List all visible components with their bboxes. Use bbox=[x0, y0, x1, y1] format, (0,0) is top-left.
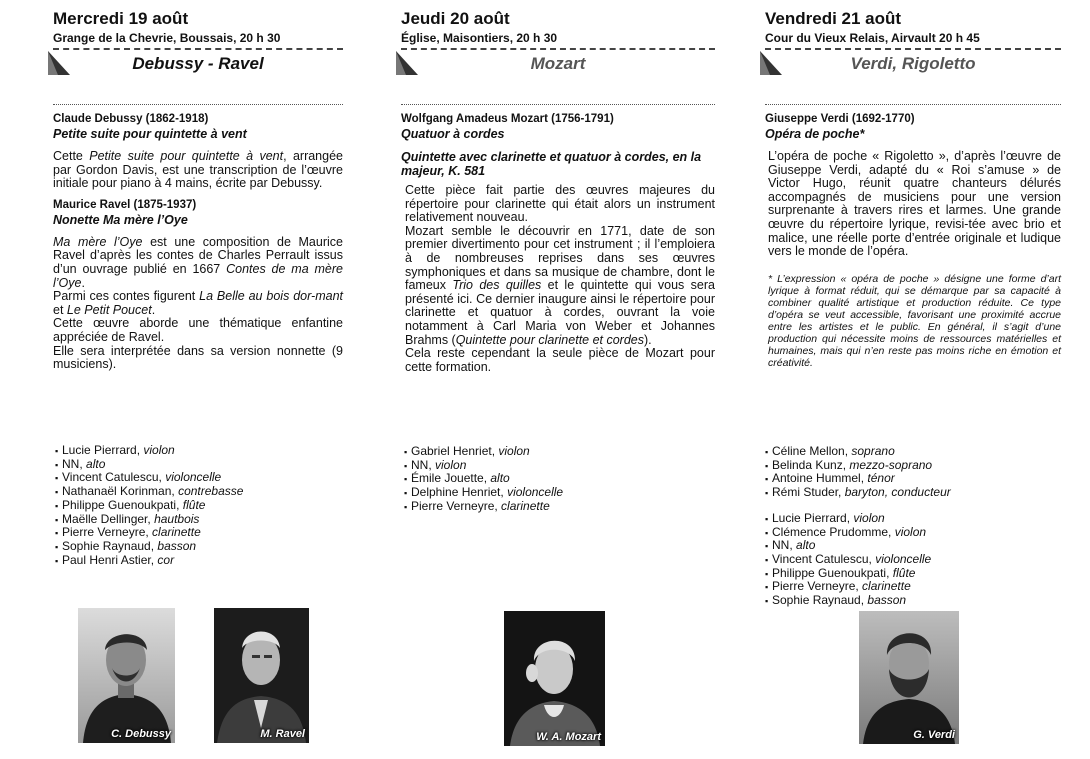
program-title: Mozart bbox=[530, 54, 586, 73]
portrait-mozart bbox=[504, 611, 605, 746]
program-banner bbox=[401, 50, 715, 78]
performer-item: ▪ NN, alto bbox=[765, 539, 1055, 553]
performer-item: ▪ Clémence Prudomme, violon bbox=[765, 526, 1055, 540]
performer-list-musicians bbox=[765, 512, 1055, 608]
performer-item: ▪ Antoine Hummel, ténor bbox=[765, 472, 1055, 486]
description-paragraph: Cette œuvre aborde une thématique enfantine appréciée de Ravel. bbox=[53, 316, 343, 344]
performer-item: ▪ Gabriel Henriet, violon bbox=[404, 445, 684, 459]
work-subtitle: Quintette avec clarinette et quatuor à cordes, en la majeur, K. 581 bbox=[401, 150, 702, 178]
portrait-caption: C. Debussy bbox=[111, 728, 171, 740]
program-title: Verdi, Rigoletto bbox=[850, 54, 976, 73]
program-section bbox=[53, 113, 343, 191]
composer-name: Wolfgang Amadeus Mozart (1756-1791) bbox=[401, 113, 614, 125]
program-section bbox=[53, 199, 343, 372]
program-title: Debussy - Ravel bbox=[132, 54, 264, 73]
description-paragraph: Elle sera interprétée dans sa version nonnette (9 musiciens). bbox=[53, 343, 343, 372]
portrait-photo bbox=[78, 608, 175, 743]
performer-item: ▪ Maëlle Dellinger, hautbois bbox=[55, 513, 315, 527]
program-section bbox=[765, 113, 1061, 259]
portrait-caption: W. A. Mozart bbox=[536, 731, 601, 743]
performer-item: ▪ Sophie Raynaud, basson bbox=[55, 540, 315, 554]
concert-column-3 bbox=[765, 8, 1061, 369]
concert-column-2 bbox=[401, 8, 715, 374]
description-paragraph: Mozart semble le découvrir en 1771, date de son premier divertimento pour cet instrument ; il l’emploiera à de nombreuses reprises dans ses œuvres symphoniques et dans sa musique de chambre, dont le fameux Trio des quilles et le quintette qui vous sera présenté ici. Ce dernier inaugure ainsi le répertoire pour clarinette et quatuor à cordes, ouvrant la voie notamment à Carl Maria von Weber et Johannes Brahms (Quintette pour clarinette et cordes). bbox=[405, 223, 715, 347]
performer-item: ▪ Vincent Catulescu, violoncelle bbox=[765, 553, 1055, 567]
section-divider bbox=[765, 104, 1061, 105]
work-description bbox=[53, 236, 343, 372]
performer-item: ▪ Vincent Catulescu, violoncelle bbox=[55, 471, 315, 485]
work-description bbox=[53, 150, 343, 191]
performer-item: ▪ Pierre Verneyre, clarinette bbox=[55, 526, 315, 540]
section-divider bbox=[53, 104, 343, 105]
performer-item: ▪ Delphine Henriet, violoncelle bbox=[404, 486, 684, 500]
performer-item: ▪ Belinda Kunz, mezzo-soprano bbox=[765, 459, 1055, 473]
portrait-verdi bbox=[859, 611, 959, 744]
program-section bbox=[401, 113, 715, 374]
concert-venue: Cour du Vieux Relais, Airvault 20 h 45 bbox=[765, 31, 980, 45]
description-paragraph: Cette pièce fait partie des œuvres majeures du répertoire pour clarinette qui était alors un instrument relativement nouveau. bbox=[405, 183, 715, 225]
work-description bbox=[401, 184, 715, 374]
work-title: Petite suite pour quintette à vent bbox=[53, 127, 247, 141]
performer-list-singers bbox=[765, 445, 1055, 500]
portrait-photo bbox=[859, 611, 959, 744]
performer-item: ▪ Philippe Guenoukpati, flûte bbox=[55, 499, 315, 513]
concert-venue: Grange de la Chevrie, Boussais, 20 h 30 bbox=[53, 31, 281, 45]
performer-list bbox=[404, 445, 684, 514]
program-banner bbox=[765, 50, 1061, 78]
performer-item: ▪ Lucie Pierrard, violon bbox=[55, 444, 315, 458]
portrait-photo bbox=[214, 608, 309, 743]
description-paragraph: Cela reste cependant la seule pièce de Mozart pour cette formation. bbox=[405, 346, 715, 374]
description-paragraph: L’opéra de poche « Rigoletto », d’après l’œuvre de Giuseppe Verdi, adapté du « Roi s’amuse » de Victor Hugo, réunit quatre chanteurs délurés accompagnés de musiciens pour une version surprenante à travers rires et larmes. Une grande œuvre du répertoire lyrique, revisi-tée avec brio et malice, une réelle porte d’entrée originale et ludique vers le monde de l’opéra. bbox=[768, 149, 1061, 259]
performer-item: ▪ Pierre Verneyre, clarinette bbox=[765, 580, 1055, 594]
description-paragraph: Cette Petite suite pour quintette à vent, arrangée par Gordon Davis, est une transcription de l’œuvre initiale pour piano à 4 mains, écrite par Debussy. bbox=[53, 149, 343, 191]
composer-name: Claude Debussy (1862-1918) bbox=[53, 113, 209, 125]
footnote: * L’expression « opéra de poche » désigne une forme d’art lyrique à format réduit, qui se démarque par sa capacité à combiner qualité artistique et production réduite. Ce type d’opéra se veut accessible, favorisant une proximité accrue entre les artistes et le public. En général, il s’agit d’une production qui nécessite moins de ressources matérielles et humaines, mais qui n’en reste pas moins riche en émotion et créativité. bbox=[768, 272, 1061, 369]
performer-list bbox=[55, 444, 315, 567]
work-title: Nonette Ma mère l’Oye bbox=[53, 212, 188, 227]
concert-date: Vendredi 21 août bbox=[765, 9, 902, 28]
section-divider bbox=[401, 104, 715, 105]
portrait-caption: G. Verdi bbox=[913, 729, 955, 741]
work-title: Opéra de poche* bbox=[765, 127, 865, 141]
program-banner bbox=[53, 50, 343, 78]
work-title: Quatuor à cordes bbox=[401, 127, 505, 141]
description-paragraph: Parmi ces contes figurent La Belle au bois dor-mant et Le Petit Poucet. bbox=[53, 289, 343, 317]
performer-item: ▪ NN, violon bbox=[404, 459, 684, 473]
composer-name: Maurice Ravel (1875-1937) bbox=[53, 198, 197, 211]
concert-venue: Église, Maisontiers, 20 h 30 bbox=[401, 31, 558, 45]
performer-item: ▪ Pierre Verneyre, clarinette bbox=[404, 500, 684, 514]
performer-lists bbox=[765, 445, 1055, 608]
performer-item: ▪ Paul Henri Astier, cor bbox=[55, 554, 315, 568]
performer-item: ▪ Émile Jouette, alto bbox=[404, 472, 684, 486]
performer-item: ▪ Lucie Pierrard, violon bbox=[765, 512, 1055, 526]
performer-item: ▪ Philippe Guenoukpati, flûte bbox=[765, 567, 1055, 581]
performer-item: ▪ Rémi Studer, baryton, conducteur bbox=[765, 486, 1055, 500]
composer-name: Giuseppe Verdi (1692-1770) bbox=[765, 113, 915, 125]
portrait-debussy bbox=[78, 608, 175, 743]
portrait-photo bbox=[504, 611, 605, 746]
concert-column-1 bbox=[53, 8, 343, 372]
concert-date: Mercredi 19 août bbox=[53, 9, 189, 28]
performer-item: ▪ Sophie Raynaud, basson bbox=[765, 594, 1055, 608]
portrait-caption: M. Ravel bbox=[260, 728, 305, 740]
work-description bbox=[765, 150, 1061, 259]
performer-item: ▪ NN, alto bbox=[55, 458, 315, 472]
performer-item: ▪ Céline Mellon, soprano bbox=[765, 445, 1055, 459]
concert-date: Jeudi 20 août bbox=[401, 9, 510, 28]
performer-item: ▪ Nathanaël Korinman, contrebasse bbox=[55, 485, 315, 499]
description-paragraph: Ma mère l’Oye est une composition de Maurice Ravel d’après les contes de Charles Perrault issus d’un ouvrage publié en 1667 Contes de ma mère l’Oye. bbox=[53, 234, 343, 290]
portrait-ravel bbox=[214, 608, 309, 743]
